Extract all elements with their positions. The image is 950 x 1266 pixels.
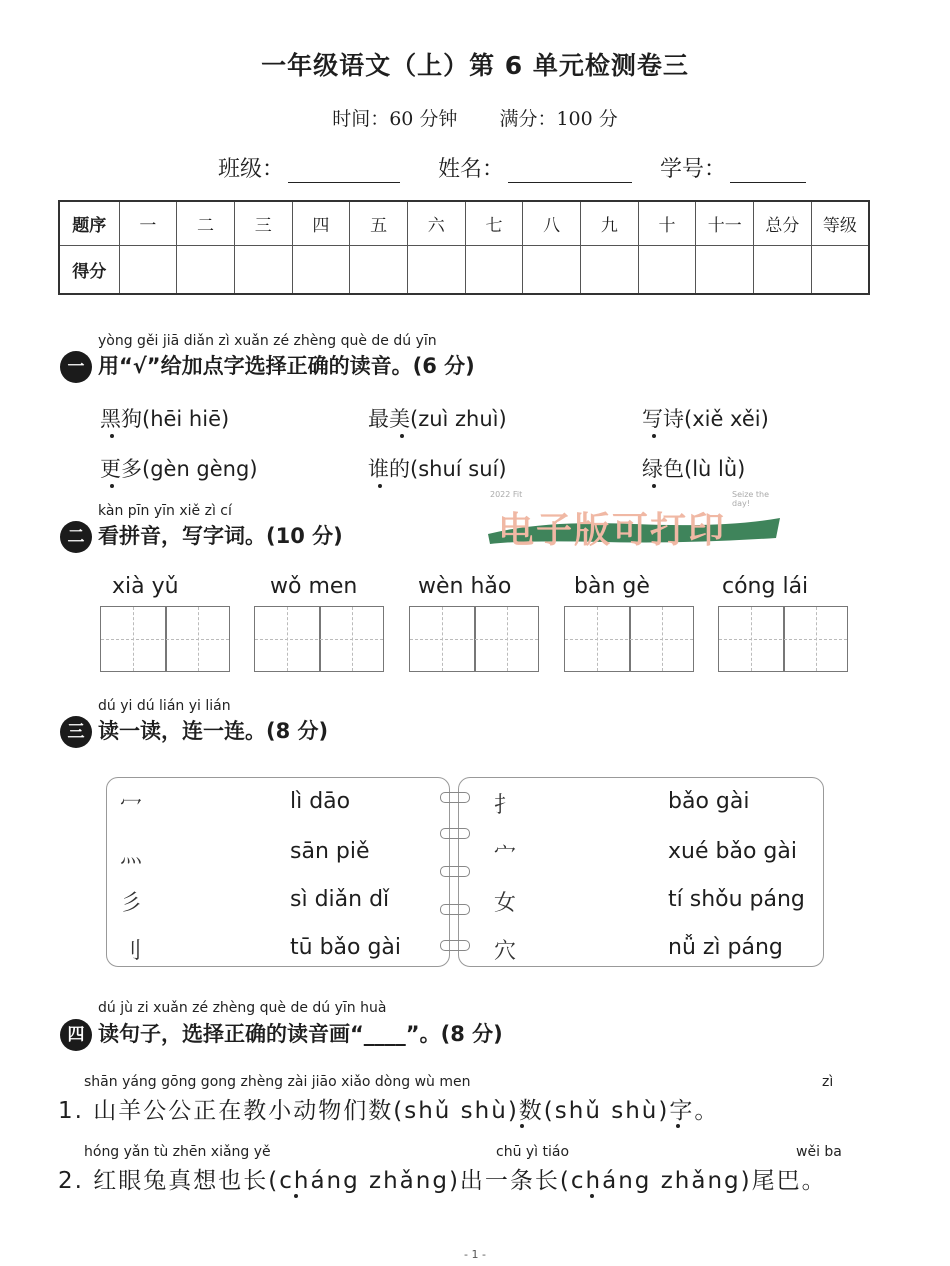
sentence2-pinyin-c: wěi ba (796, 1144, 842, 1160)
radical-left-1[interactable]: 冖 (120, 793, 143, 818)
sentence2-pinyin-b: chū yì tiáo (496, 1144, 570, 1160)
radical-right-3[interactable]: 女 (494, 891, 517, 916)
writing-grid[interactable] (409, 606, 539, 672)
sentence1-pinyin-zi: zì (822, 1074, 834, 1090)
score-col-11: 十一 (696, 201, 754, 245)
score-col-3: 三 (234, 201, 292, 245)
s2-word-pinyin-1: xià yǔ (112, 574, 179, 599)
watermark (484, 490, 784, 551)
id-field[interactable] (660, 152, 806, 183)
binder-ring-icon (440, 792, 470, 803)
section1-pinyin: yòng gěi jiā diǎn zì xuǎn zé zhèng què de dú yīn (98, 333, 437, 349)
score-table-row-label: 题序 (59, 201, 119, 245)
emphasis-dot (294, 1194, 298, 1198)
score-cell[interactable] (696, 245, 754, 294)
score-col-9: 九 (581, 201, 639, 245)
writing-grid[interactable] (254, 606, 384, 672)
emphasis-dot (110, 434, 114, 438)
sentence1-pinyin: shān yáng gōng gong zhèng zài jiāo xiǎo dòng wù men (84, 1074, 471, 1090)
emphasis-dot (652, 434, 656, 438)
radical-left-4[interactable]: 刂 (120, 939, 143, 964)
emphasis-dot (378, 484, 382, 488)
section3-title: 读一读，连一连。(8 分) (98, 719, 329, 743)
score-col-grade: 等级 (811, 201, 869, 245)
score-cell[interactable] (754, 245, 812, 294)
writing-grid[interactable] (718, 606, 848, 672)
radical-pinyin-right-1[interactable]: bǎo gài (668, 789, 750, 814)
watermark-text: 电子版可打印 (498, 510, 727, 551)
score-cell[interactable] (177, 245, 235, 294)
s2-word-pinyin-4: bàn gè (574, 574, 650, 599)
section2-title: 看拼音，写字词。(10 分) (98, 524, 343, 548)
watermark-small-left: 2022 Fit (490, 490, 523, 499)
s2-word-pinyin-5: cóng lái (722, 574, 809, 599)
sentence-2[interactable]: 2. 红眼兔真想也长(cháng zhǎng)出一条长(cháng zhǎng)尾巴。 (58, 1168, 827, 1194)
section3-pinyin: dú yi dú lián yi lián (98, 698, 231, 714)
score-col-1: 一 (119, 201, 177, 245)
radical-pinyin-left-1[interactable]: lì dāo (290, 789, 351, 814)
emphasis-dot (400, 434, 404, 438)
radical-pinyin-right-4[interactable]: nǚ zì páng (668, 935, 783, 960)
radical-left-2[interactable]: 灬 (120, 843, 143, 868)
score-col-10: 十 (638, 201, 696, 245)
section4-pinyin: dú jù zi xuǎn zé zhèng què de dú yīn huà (98, 1000, 387, 1016)
score-cell[interactable] (638, 245, 696, 294)
page-number: - 1 - (464, 1248, 486, 1261)
sentence2-pinyin-a: hóng yǎn tù zhēn xiǎng yě (84, 1144, 271, 1160)
emphasis-dot (110, 484, 114, 488)
emphasis-dot (590, 1194, 594, 1198)
radical-pinyin-left-3[interactable]: sì diǎn dǐ (290, 887, 390, 912)
score-col-8: 八 (523, 201, 581, 245)
score-col-2: 二 (177, 201, 235, 245)
exam-full-score: 满分：100 分 (499, 108, 618, 130)
emphasis-dot (676, 1124, 680, 1128)
s1-item-2[interactable]: 最美(zuì zhuì) (368, 407, 507, 431)
score-cell[interactable] (581, 245, 639, 294)
score-cell[interactable] (292, 245, 350, 294)
section4-number: 四 (60, 1019, 92, 1051)
s2-word-pinyin-3: wèn hǎo (418, 574, 512, 599)
s1-item-5[interactable]: 谁的(shuí suí) (368, 457, 507, 481)
writing-grid[interactable] (564, 606, 694, 672)
score-table-score-row (59, 245, 869, 294)
section3-heading (60, 715, 328, 748)
radical-right-1[interactable]: 扌 (494, 793, 517, 818)
section2-number: 二 (60, 521, 92, 553)
radical-pinyin-left-4[interactable]: tū bǎo gài (290, 935, 402, 960)
score-cell[interactable] (523, 245, 581, 294)
score-col-total: 总分 (754, 201, 812, 245)
exam-meta (0, 104, 950, 131)
radical-right-2[interactable]: 宀 (494, 843, 517, 868)
score-table-header-row (59, 201, 869, 245)
sentence-1[interactable]: 1. 山羊公公正在教小动物们数(shǔ shù)数(shǔ shù)字。 (58, 1098, 720, 1124)
page-title: 一年级语文（上）第 6 单元检测卷三 (261, 51, 689, 80)
section2-heading (60, 520, 343, 553)
score-cell[interactable] (811, 245, 869, 294)
radical-pinyin-left-2[interactable]: sān piě (290, 839, 370, 864)
s1-item-1[interactable]: 黑狗(hēi hiē) (100, 407, 230, 431)
score-cell[interactable] (465, 245, 523, 294)
id-label: 学号： (660, 157, 727, 182)
name-field[interactable] (438, 152, 632, 183)
score-cell[interactable] (234, 245, 292, 294)
s1-item-3[interactable]: 写诗(xiě xěi) (642, 407, 769, 431)
exam-time: 时间：60 分钟 (332, 108, 458, 130)
radical-left-3[interactable]: 彡 (120, 891, 143, 916)
binder-ring-icon (440, 866, 470, 877)
score-cell[interactable] (119, 245, 177, 294)
score-col-6: 六 (407, 201, 465, 245)
emphasis-dot (652, 484, 656, 488)
binder-ring-icon (440, 904, 470, 915)
class-field[interactable] (218, 152, 400, 183)
radical-right-4[interactable]: 穴 (494, 939, 517, 964)
name-label: 姓名： (438, 157, 505, 182)
emphasis-dot (520, 1124, 524, 1128)
radical-pinyin-right-2[interactable]: xué bǎo gài (668, 839, 797, 864)
section4-title: 读句子，选择正确的读音画“____”。(8 分) (98, 1022, 503, 1046)
binder-ring-icon (440, 940, 470, 951)
section1-heading (60, 350, 475, 383)
score-table (58, 200, 870, 295)
section1-title: 用“√”给加点字选择正确的读音。(6 分) (98, 354, 475, 378)
radical-pinyin-right-3[interactable]: tí shǒu páng (668, 887, 805, 912)
s1-item-4[interactable]: 更多(gèn gèng) (100, 457, 258, 481)
watermark-small-right: Seize the day! (732, 490, 770, 508)
score-cell[interactable] (350, 245, 408, 294)
s2-word-pinyin-2: wǒ men (270, 574, 358, 599)
class-label: 班级： (218, 157, 285, 182)
binder-ring-icon (440, 828, 470, 839)
score-table-row-label: 得分 (59, 245, 119, 294)
score-col-4: 四 (292, 201, 350, 245)
s1-item-6[interactable]: 绿色(lù lǜ) (642, 457, 746, 481)
writing-grid[interactable] (100, 606, 230, 672)
section3-number: 三 (60, 716, 92, 748)
section4-heading (60, 1018, 503, 1051)
section1-number: 一 (60, 351, 92, 383)
score-col-7: 七 (465, 201, 523, 245)
score-cell[interactable] (407, 245, 465, 294)
score-col-5: 五 (350, 201, 408, 245)
section2-pinyin: kàn pīn yīn xiě zì cí (98, 503, 232, 519)
